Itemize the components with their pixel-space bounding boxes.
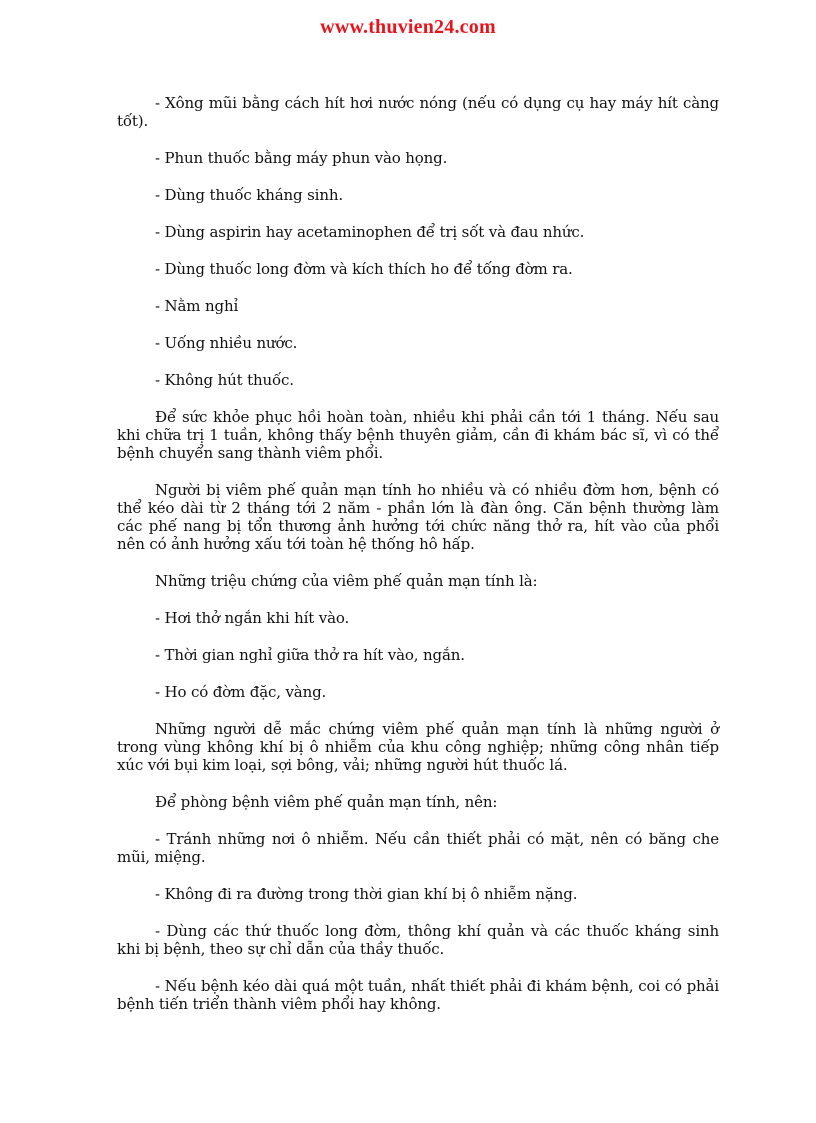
document-body [117, 94, 719, 1032]
paragraph-rest: - Nằm nghỉ [155, 297, 239, 315]
paragraph-aspirin: - Dùng aspirin hay acetaminophen để trị sốt và đau nhức. [155, 223, 585, 241]
site-url-header: www.thuvien24.com [320, 16, 496, 38]
paragraph-antibiotics: - Dùng thuốc kháng sinh. [155, 186, 343, 204]
paragraph-medication: - Dùng các thứ thuốc long đờm, thông khí quản và các thuốc kháng sinh khi bị bệnh, theo sự chỉ dẫn của thầy thuốc. [117, 922, 719, 958]
paragraph-prevention-intro: Để phòng bệnh viêm phế quản mạn tính, nên: [155, 793, 498, 811]
paragraph-symptoms-intro: Những triệu chứng của viêm phế quản mạn tính là: [155, 572, 538, 590]
paragraph-symptom-pause: - Thời gian nghỉ giữa thở ra hít vào, ngắn. [155, 646, 465, 664]
paragraph-avoid-pollution: - Tránh những nơi ô nhiễm. Nếu cần thiết phải có mặt, nên có băng che mũi, miệng. [117, 830, 719, 866]
paragraph-recovery-time: Để sức khỏe phục hồi hoàn toàn, nhiều khi phải cần tới 1 tháng. Nếu sau khi chữa trị 1 tuần, không thấy bệnh thuyên giảm, cần đi khám bác sĩ, vì có thể bệnh chuyển sang thành viêm phổi. [117, 408, 719, 462]
paragraph-drink-water: - Uống nhiều nước. [155, 334, 298, 352]
paragraph-throat-spray: - Phun thuốc bằng máy phun vào họng. [155, 149, 448, 167]
paragraph-steam-inhalation: - Xông mũi bằng cách hít hơi nước nóng (nếu có dụng cụ hay máy hít càng tốt). [117, 94, 719, 130]
paragraph-expectorant: - Dùng thuốc long đờm và kích thích ho để tống đờm ra. [155, 260, 573, 278]
paragraph-see-doctor: - Nếu bệnh kéo dài quá một tuần, nhất thiết phải đi khám bệnh, coi có phải bệnh tiến triển thành viêm phổi hay không. [117, 977, 719, 1013]
paragraph-symptom-short-breath: - Hơi thở ngắn khi hít vào. [155, 609, 350, 627]
paragraph-risk-groups: Những người dễ mắc chứng viêm phế quản mạn tính là những người ở trong vùng không khí bị ô nhiễm của khu công nghiệp; những công nhân tiếp xúc với bụi kim loại, sợi bông, vải; những người hút thuốc lá. [117, 720, 719, 774]
paragraph-no-smoking: - Không hút thuốc. [155, 371, 294, 389]
paragraph-stay-indoors: - Không đi ra đường trong thời gian khí bị ô nhiễm nặng. [155, 885, 578, 903]
paragraph-chronic-bronchitis: Người bị viêm phế quản mạn tính ho nhiều và có nhiều đờm hơn, bệnh có thể kéo dài từ 2 tháng tới 2 năm - phần lớn là đàn ông. Căn bệnh thường làm các phế nang bị tổn thương ảnh hưởng tới chức năng thở ra, hít vào của phổi nên có ảnh hưởng xấu tới toàn hệ thống hô hấp. [117, 481, 719, 553]
paragraph-symptom-cough: - Ho có đờm đặc, vàng. [155, 683, 327, 701]
